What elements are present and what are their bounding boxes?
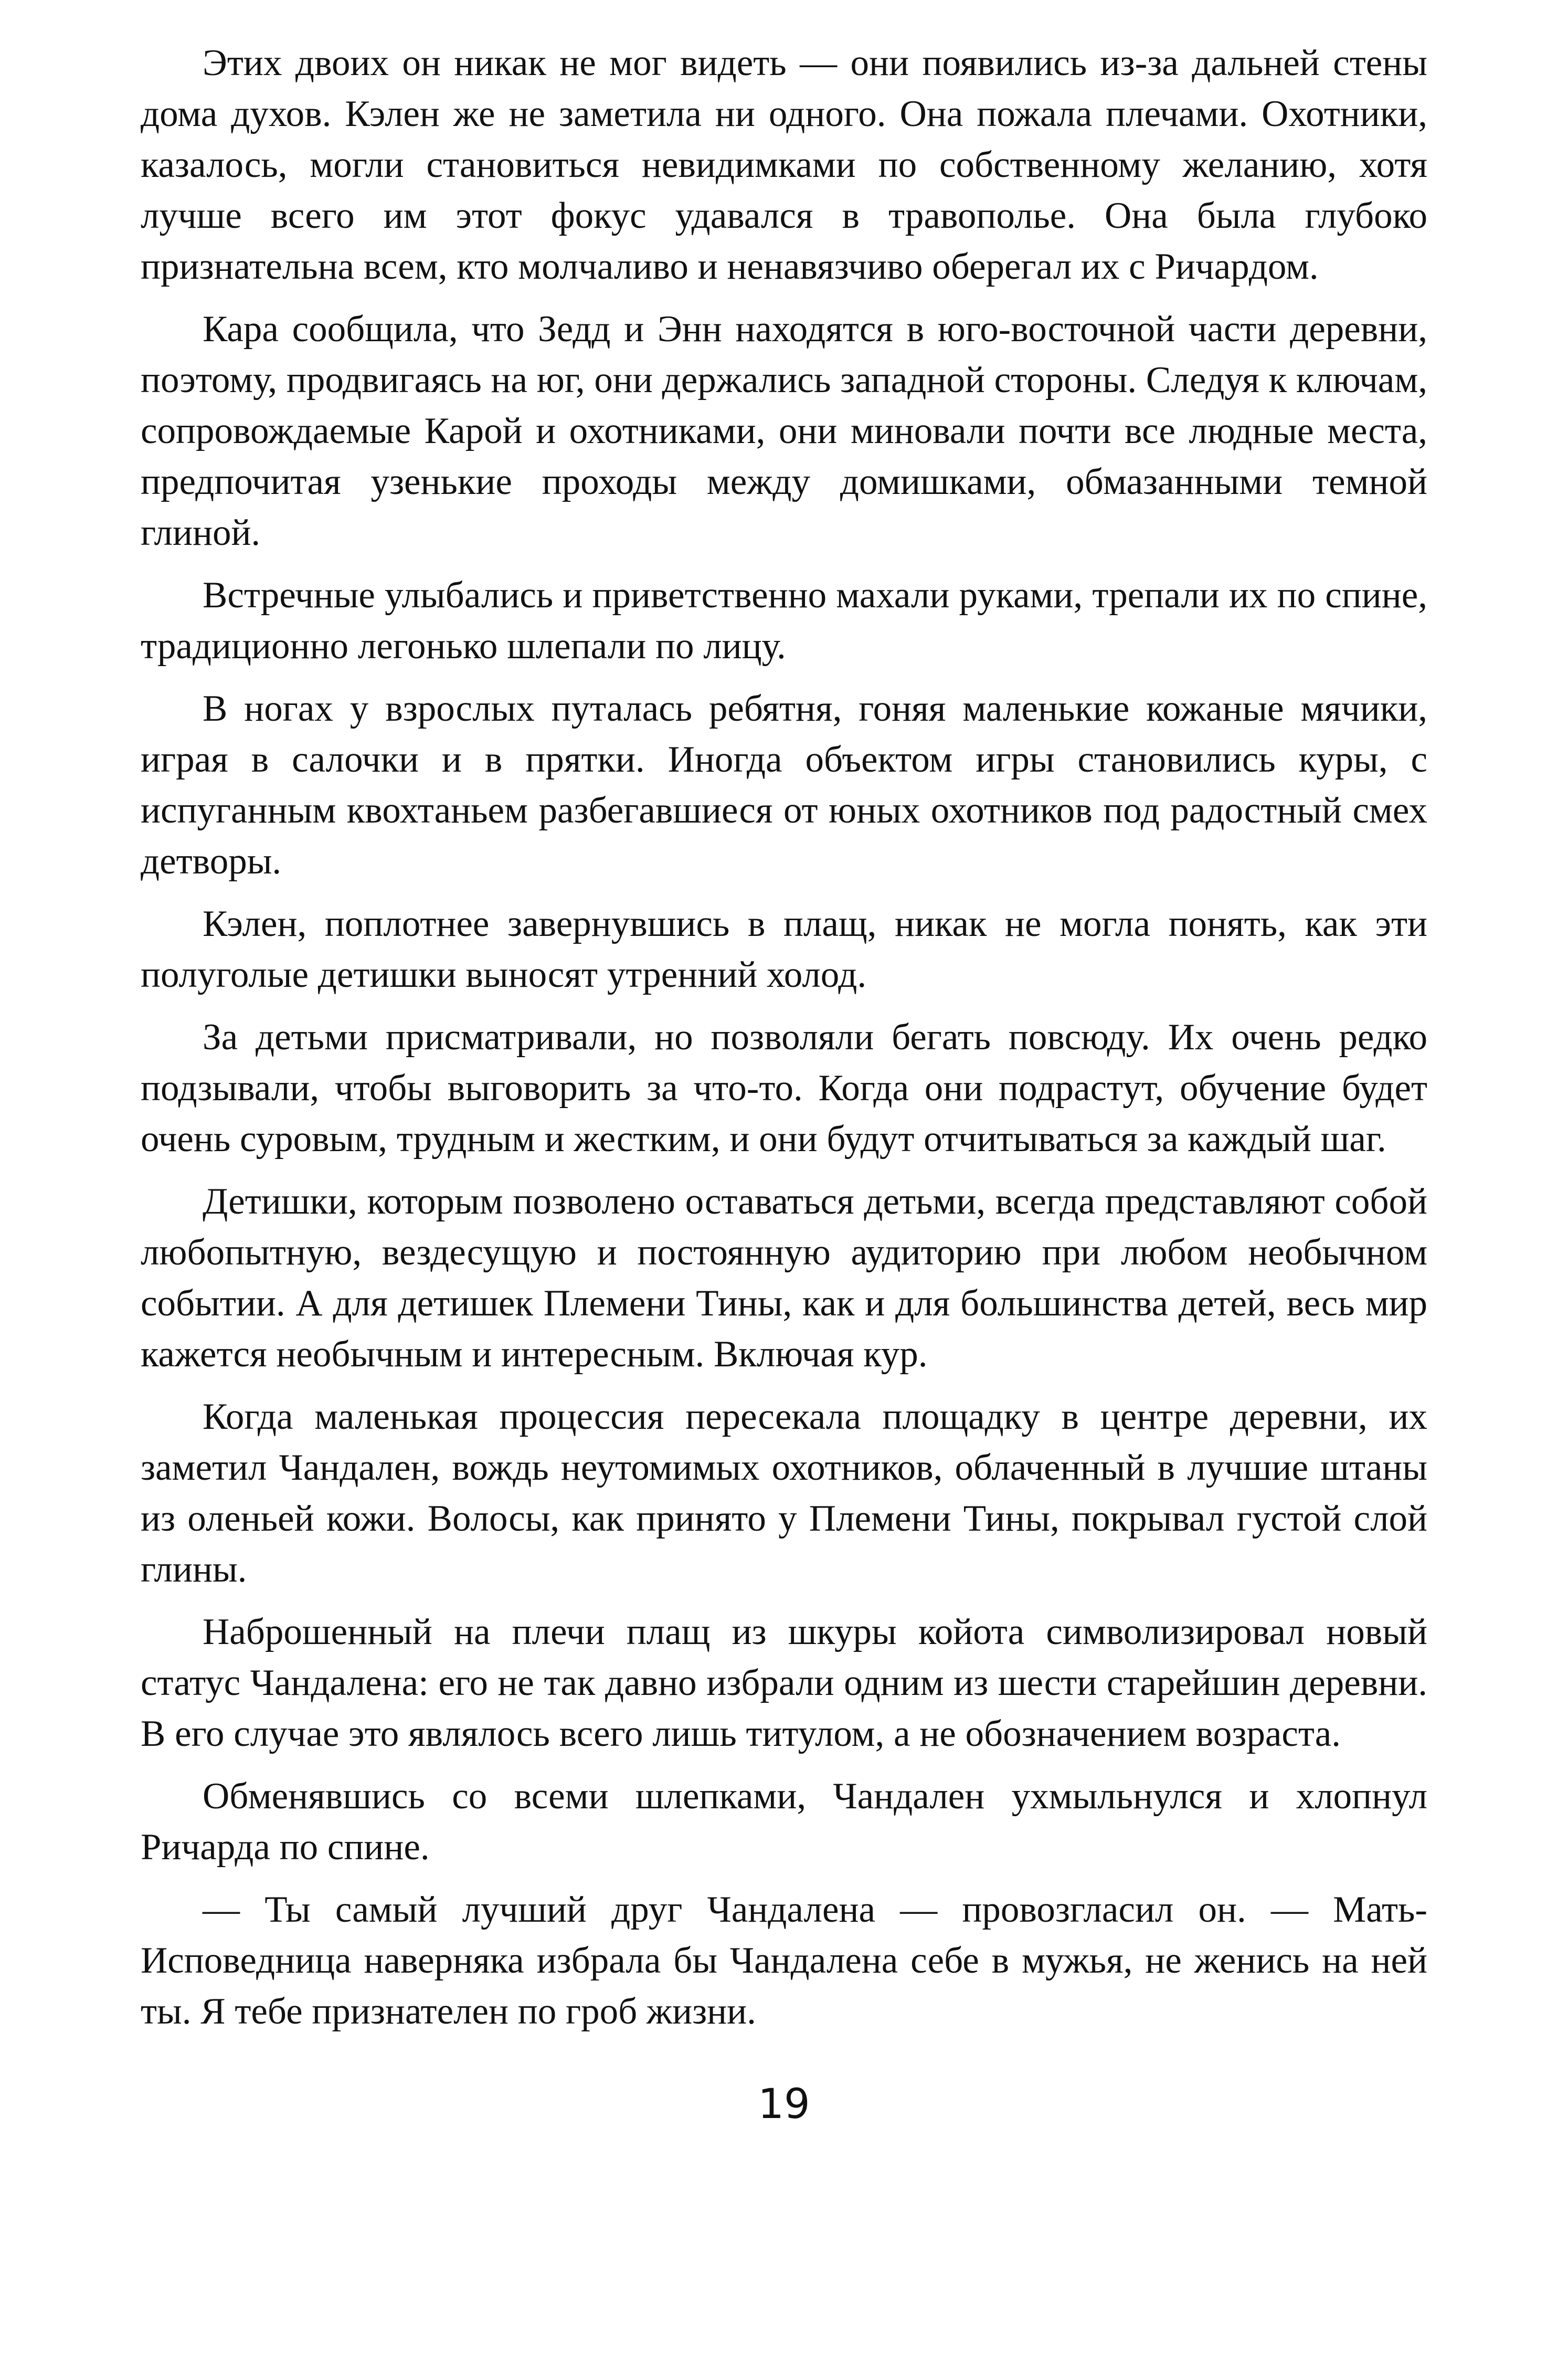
paragraph-8: Когда маленькая процессия пересекала площадку в центре деревни, их заметил Чандален, вождь неутомимых охотников, облаченный в лучшие штаны из оленьей кожи. Волосы, как принято у Племени Тины, покрывал густой слой глины. <box>141 1396 1427 1590</box>
paragraph-9: Наброшенный на плечи плащ из шкуры койота символизировал новый статус Чандалена: его не так давно избрали одним из шести старейшин деревни. В его случае это являлось всего лишь титулом, а не обозначением возраста. <box>141 1611 1427 1754</box>
page-number: 19 <box>758 2081 810 2128</box>
paragraph-3: Встречные улыбались и приветственно махали руками, трепали их по спине, традиционно легонько шлепали по лицу. <box>141 575 1427 667</box>
body-text <box>141 38 1427 2049</box>
paragraph-1: Этих двоих он никак не мог видеть — они появились из-за дальней стены дома духов. Кэлен же не заметила ни одного. Она пожала плечами. Охотники, казалось, могли становиться невидимками по собственному желанию, хотя лучше всего им этот фокус удавался в травополье. Она была глубоко признательна всем, кто молчаливо и ненавязчиво оберегал их с Ричардом. <box>141 43 1427 287</box>
paragraph-5: Кэлен, поплотнее завернувшись в плащ, никак не могла понять, как эти полуголые детишки выносят утренний холод. <box>141 903 1427 995</box>
paragraph-6: За детьми присматривали, но позволяли бегать повсюду. Их очень редко подзывали, чтобы выговорить за что-то. Когда они подрастут, обучение будет очень суровым, трудным и жестким, и они будут отчитываться за каждый шаг. <box>141 1017 1427 1160</box>
paragraph-11: — Ты самый лучший друг Чандалена — провозгласил он. — Мать-Исповедница наверняка избрала бы Чандалена себе в мужья, не женись на ней ты. Я тебе признателен по гроб жизни. <box>141 1889 1427 2032</box>
paragraph-10: Обменявшись со всеми шлепками, Чандален ухмыльнулся и хлопнул Ричарда по спине. <box>141 1776 1427 1868</box>
paragraph-2: Кара сообщила, что Зедд и Энн находятся в юго-восточной части деревни, поэтому, продвигаясь на юг, они держались западной стороны. Следуя к ключам, сопровождаемые Карой и охотниками, они миновали почти все людные места, предпочитая узенькие проходы между домишками, обмазанными темной глиной. <box>141 309 1427 553</box>
paragraph-4: В ногах у взрослых путалась ребятня, гоняя маленькие кожаные мячики, играя в салочки и в прятки. Иногда объектом игры становились куры, с испуганным квохтаньем разбегавшиеся от юных охотников под радостный смех детворы. <box>141 688 1427 882</box>
paragraph-7: Детишки, которым позволено оставаться детьми, всегда представляют собой любопытную, вездесущую и постоянную аудиторию при любом необычном событии. А для детишек Племени Тины, как и для большинства детей, весь мир кажется необычным и интересным. Включая кур. <box>141 1181 1427 1375</box>
